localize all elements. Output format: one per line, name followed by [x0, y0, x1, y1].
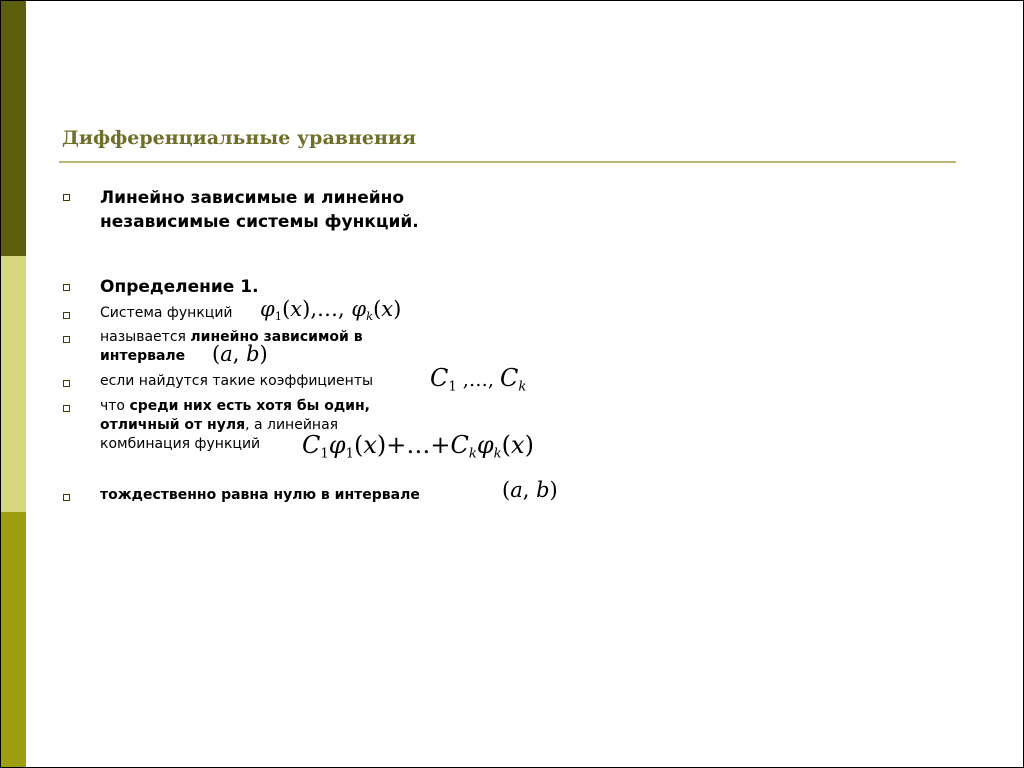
- formula-interval-2: (a, b): [502, 478, 558, 502]
- title-rule: [59, 161, 956, 163]
- bullet-icon: [63, 284, 70, 291]
- formula-system: $\varphi_1(x),\dots$, $\varphi_k(x)$: [260, 297, 402, 324]
- bullet-icon: [63, 312, 70, 319]
- item2-line1: называется линейно зависимой в: [100, 329, 363, 345]
- item3-text: если найдутся такие коэффициенты: [100, 373, 374, 389]
- item4-line1: что среди них есть хотя бы один,: [100, 398, 370, 414]
- heading-line1: Линейно зависимые и линейно: [100, 188, 405, 208]
- formula-coefficients: $C_1$ ,…, $C_k$: [430, 364, 527, 395]
- sidebar-band-top: [1, 1, 26, 256]
- heading-line2: независимые системы функций.: [100, 212, 419, 232]
- item1-text: Система функций: [100, 305, 233, 321]
- definition-label: Определение 1.: [100, 277, 259, 297]
- item2-line2: интервале: [100, 348, 186, 364]
- item4-line3: комбинация функций: [100, 436, 261, 452]
- bullet-icon: [63, 194, 70, 201]
- bullet-icon: [63, 380, 70, 387]
- bullet-icon: [63, 494, 70, 501]
- bullet-icon: [63, 405, 70, 412]
- sidebar-band-bottom: [1, 512, 26, 767]
- bullet-icon: [63, 336, 70, 343]
- item4-line2: отличный от нуля, а линейная: [100, 417, 339, 433]
- formula-interval: (a, b): [212, 342, 268, 366]
- formula-combination: $C_1\varphi_1(x)+\dots+C_k\varphi_k(x)$: [302, 431, 534, 462]
- sidebar-band-middle: [1, 256, 26, 512]
- slide-title: Дифференциальные уравнения: [62, 127, 417, 149]
- item5-text: тождественно равна нулю в интервале: [100, 487, 420, 503]
